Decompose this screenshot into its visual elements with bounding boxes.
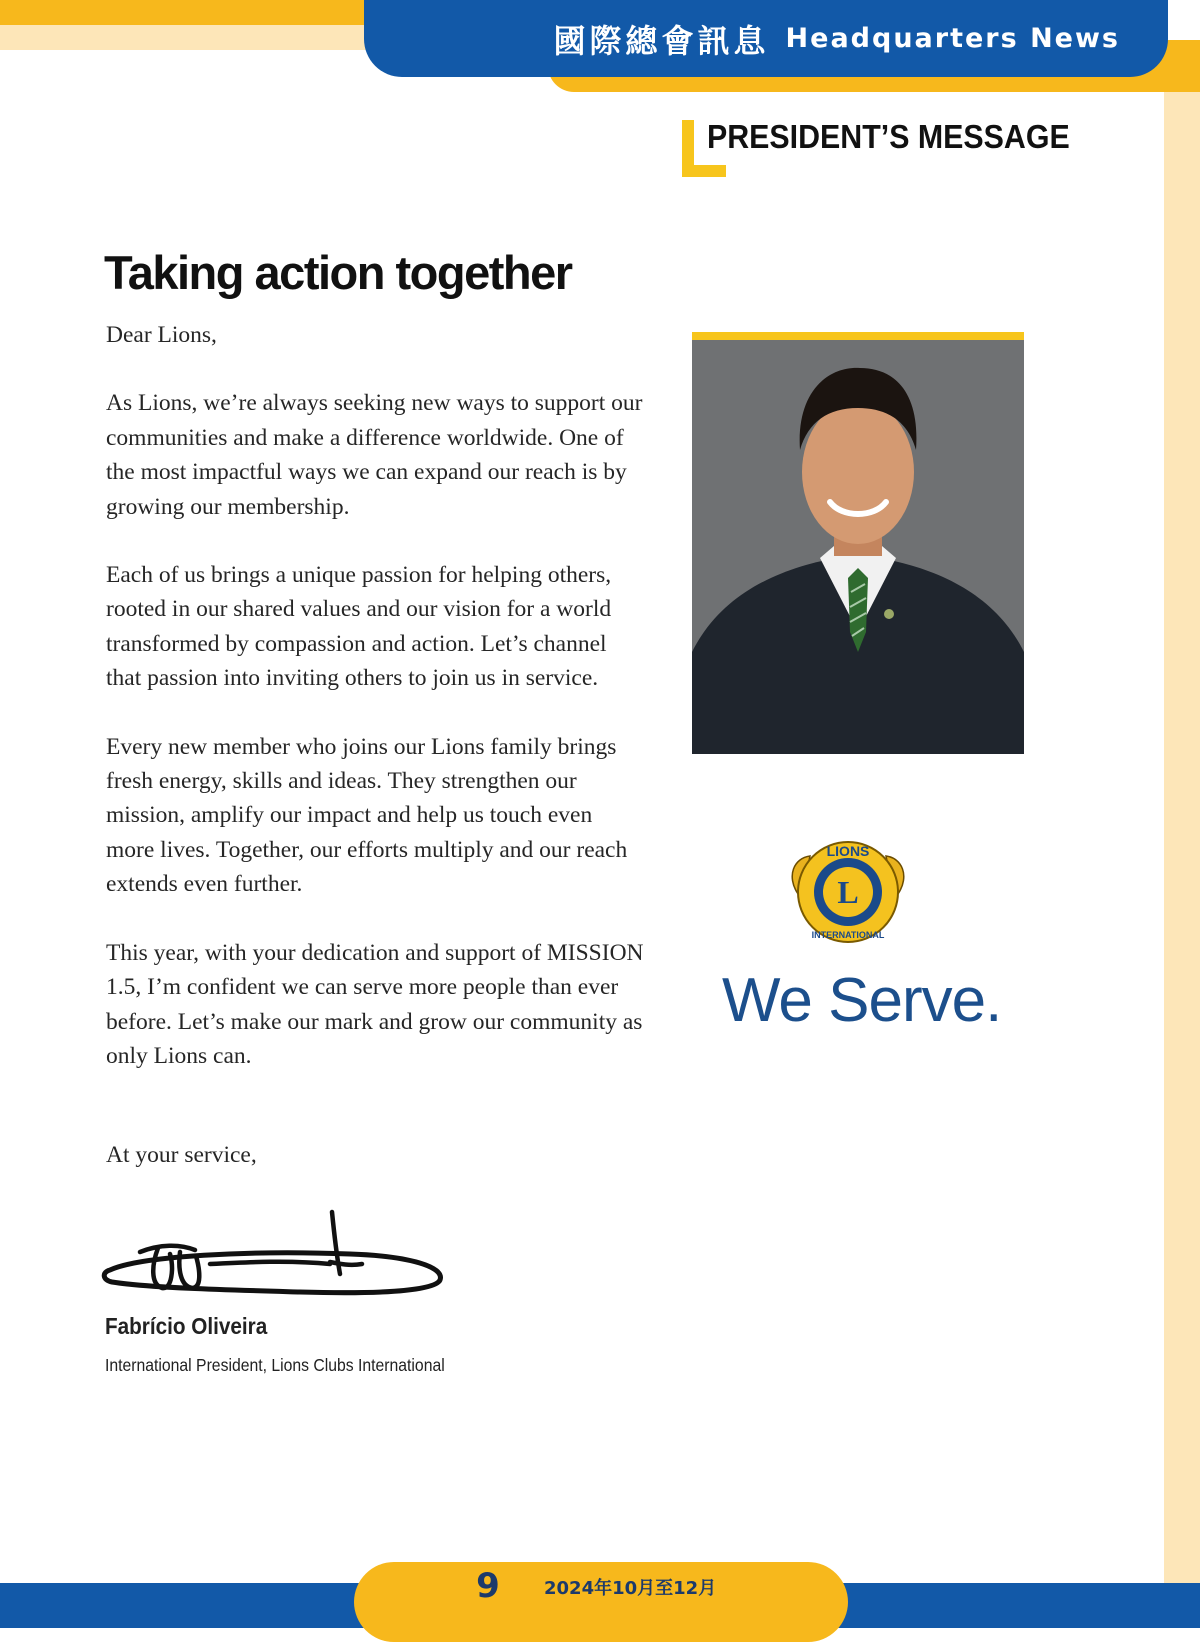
header-title-chinese: 國際總會訊息 [553,21,770,60]
svg-text:LIONS: LIONS [826,843,870,859]
signer-name: Fabrício Oliveira [105,1313,268,1339]
paragraph-3: Every new member who joins our Lions family brings fresh energy, skills and ideas. They strengthen our mission, amplify our impact and help us touch even more lives. Together, our efforts multiply and our reach extends even further. [106,733,628,898]
svg-text:INTERNATIONAL: INTERNATIONAL [811,930,885,940]
signer-title: International President, Lions Clubs International [105,1355,445,1375]
signature-image [100,1192,450,1302]
article-headline: Taking action together [104,246,572,299]
president-portrait [692,332,1024,754]
paragraph-2: Each of us brings a unique passion for helping others, rooted in our shared values and our vision for a world transformed by compassion and action. Let’s channel that passion into inviting others to join us in service. [106,562,612,692]
we-serve-slogan: We Serve. [722,966,1002,1035]
right-decor-stripe [1164,75,1200,1585]
letter-body [106,318,646,1107]
closing-line: At your service, [106,1142,257,1168]
header-banner [364,0,1168,77]
page-number: 9 [476,1566,500,1606]
lions-international-logo [784,832,912,950]
issue-date: 2024年10月至12月 [544,1578,717,1599]
section-title: PRESIDENT’S MESSAGE [707,118,1070,155]
svg-text:L: L [837,874,859,910]
paragraph-1: As Lions, we’re always seeking new ways to support our communities and make a difference worldwide. One of the most impactful ways we can expand our reach is by growing our membership. [106,390,643,520]
header-title-english: Headquarters News [785,23,1120,54]
salutation: Dear Lions, [106,322,217,348]
paragraph-4: This year, with your dedication and support of MISSION 1.5, I’m confident we can serve more people than ever before. Let’s make our mark and grow our community as only Lions can. [106,939,644,1069]
